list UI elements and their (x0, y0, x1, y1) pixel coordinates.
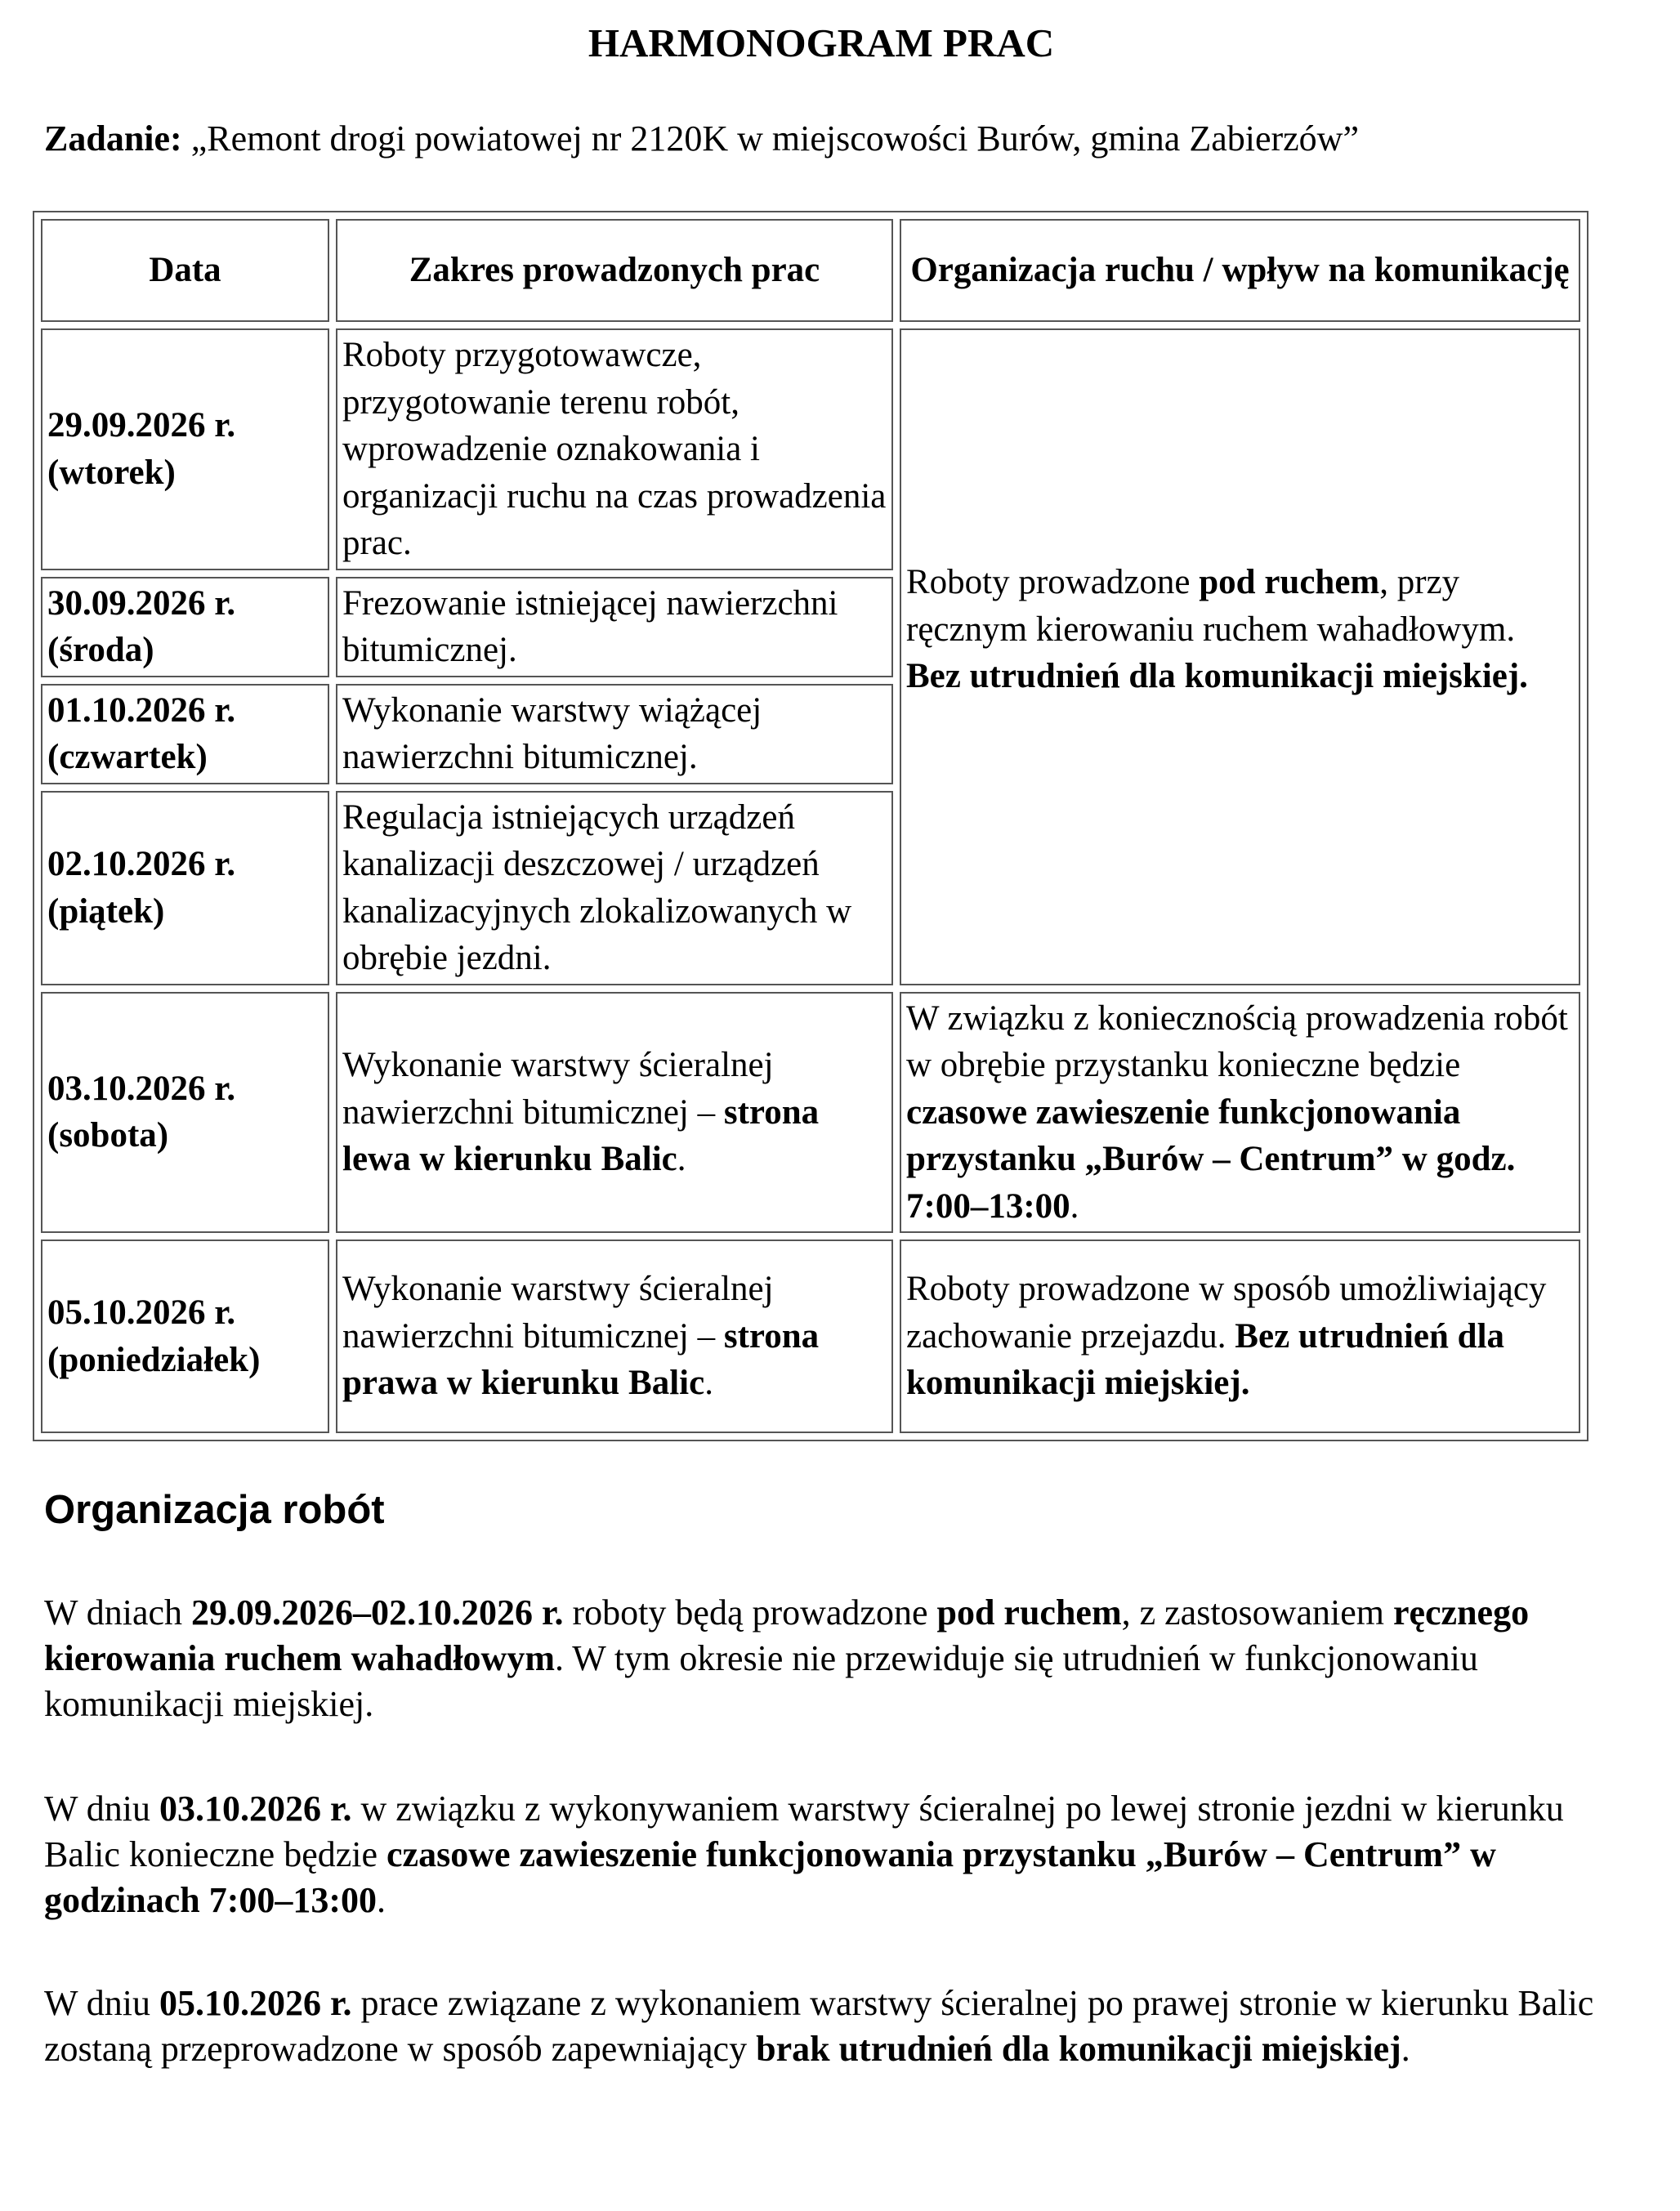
weekday: (sobota) (47, 1116, 169, 1155)
traffic-bold: czasowe zawieszenie funkcjonowania przystanku „Burów – Centrum” w godz. 7:00–13:00 (906, 1092, 1516, 1226)
task-line (44, 113, 1638, 165)
scope-cell (336, 1240, 893, 1433)
paragraph-text: . (1401, 2029, 1410, 2069)
scope-cell: Wykonanie warstwy wiążącej nawierzchni bitumicznej. (336, 684, 893, 784)
traffic-text: W związku z koniecznością prowadzenia robót w obrębie przystanku konieczne będzie (906, 998, 1568, 1084)
scope-bold: strona prawa w kierunku Balic (342, 1316, 820, 1403)
paragraph-text: prace związane z wykonaniem warstwy ścieralnej po prawej stronie w kierunku Balic zostaną przeprowadzone w sposób zapewniający (44, 1983, 1594, 2069)
weekday: (piątek) (47, 891, 165, 931)
paragraph-bold: 29.09.2026–02.10.2026 r. (191, 1592, 564, 1633)
weekday: (wtorek) (47, 453, 176, 492)
date: 01.10.2026 r. (47, 690, 236, 730)
table-header-row (41, 219, 1580, 322)
date-cell (41, 1240, 329, 1433)
document-title: HARMONOGRAM PRAC (588, 20, 1055, 65)
scope-bold: strona lewa w kierunku Balic (342, 1092, 820, 1178)
traffic-text: Roboty prowadzone (906, 563, 1200, 601)
paragraph-text: W dniu (44, 1789, 159, 1829)
weekday: (środa) (47, 631, 154, 669)
traffic-text: , przy ręcznym kierowaniu ruchem wahadłowym. (906, 563, 1516, 649)
scope-cell: Frezowanie istniejącej nawierzchni bitumicznej. (336, 577, 893, 677)
header-date: Data (41, 219, 329, 322)
scope-cell: Roboty przygotowawcze, przygotowanie terenu robót, wprowadzenie oznakowania i organizacji ruchu na czas prowadzenia prac. (336, 328, 893, 570)
traffic-bold: Bez utrudnień dla komunikacji miejskiej. (906, 1316, 1505, 1403)
date: 30.09.2026 r. (47, 583, 236, 623)
header-scope: Zakres prowadzonych prac (336, 219, 893, 322)
paragraph-text: , z zastosowaniem (1121, 1592, 1393, 1633)
paragraph (44, 1786, 1605, 1923)
header-traffic: Organizacja ruchu / wpływ na komunikację (900, 219, 1580, 322)
date: 29.09.2026 r. (47, 406, 236, 445)
schedule-table (33, 211, 1588, 1441)
traffic-text: Roboty prowadzone w sposób umożliwiający zachowanie przejazdu. (906, 1270, 1547, 1356)
table-row (41, 1240, 1580, 1433)
paragraph-bold: czasowe zawieszenie funkcjonowania przystanku „Burów – Centrum” w godzinach 7:00–13:00 (44, 1834, 1496, 1920)
traffic-text: . (1070, 1186, 1079, 1226)
paragraph-text: W dniu (44, 1983, 159, 2023)
traffic-cell (900, 1240, 1580, 1433)
date: 03.10.2026 r. (47, 1069, 236, 1108)
task-label: Zadanie: (44, 118, 182, 159)
paragraph-text: W dniach (44, 1592, 192, 1633)
paragraph (44, 1590, 1605, 1727)
traffic-cell (900, 992, 1580, 1234)
scope-text: . (677, 1140, 686, 1178)
paragraph-bold: brak utrudnień dla komunikacji miejskiej (756, 2029, 1401, 2069)
weekday: (poniedziałek) (47, 1340, 261, 1379)
scope-cell: Regulacja istniejących urządzeń kanalizacji deszczowej / urządzeń kanalizacyjnych zlokalizowanych w obrębie jezdni. (336, 791, 893, 985)
paragraph-text: w związku z wykonywaniem warstwy ścieralnej po lewej stronie jezdni w kierunku Balic konieczne będzie (44, 1789, 1564, 1874)
paragraph-text: roboty będą prowadzone (563, 1592, 937, 1633)
date-cell (41, 992, 329, 1234)
date-cell (41, 791, 329, 985)
paragraph-bold: 05.10.2026 r. (159, 1983, 352, 2023)
traffic-bold: pod ruchem (1199, 563, 1380, 601)
table-row (41, 992, 1580, 1234)
scope-text: Wykonanie warstwy ścieralnej nawierzchni bitumicznej – (342, 1046, 774, 1132)
task-text: „Remont drogi powiatowej nr 2120K w miejscowości Burów, gmina Zabierzów” (190, 118, 1359, 159)
traffic-bold: Bez utrudnień dla komunikacji miejskiej. (906, 657, 1528, 695)
paragraph-bold: ręcznego kierowania ruchem wahadłowym (44, 1592, 1530, 1678)
paragraph-bold: 03.10.2026 r. (159, 1789, 352, 1829)
paragraph-text: . (377, 1880, 386, 1920)
date-cell (41, 577, 329, 677)
weekday: (czwartek) (47, 738, 208, 776)
date-cell (41, 328, 329, 570)
table-row (41, 328, 1580, 570)
date: 02.10.2026 r. (47, 845, 236, 883)
section-title: Organizacja robót (44, 1488, 385, 1532)
paragraph (44, 1981, 1605, 2072)
scope-text: . (704, 1364, 713, 1403)
paragraph-text: . W tym okresie nie przewiduje się utrudnień w funkcjonowaniu komunikacji miejskiej. (44, 1638, 1478, 1724)
traffic-cell-merged (900, 328, 1580, 985)
paragraph-bold: pod ruchem (936, 1592, 1122, 1633)
scope-text: Wykonanie warstwy ścieralnej nawierzchni bitumicznej – (342, 1270, 774, 1356)
date: 05.10.2026 r. (47, 1293, 236, 1332)
scope-cell (336, 992, 893, 1234)
date-cell (41, 684, 329, 784)
